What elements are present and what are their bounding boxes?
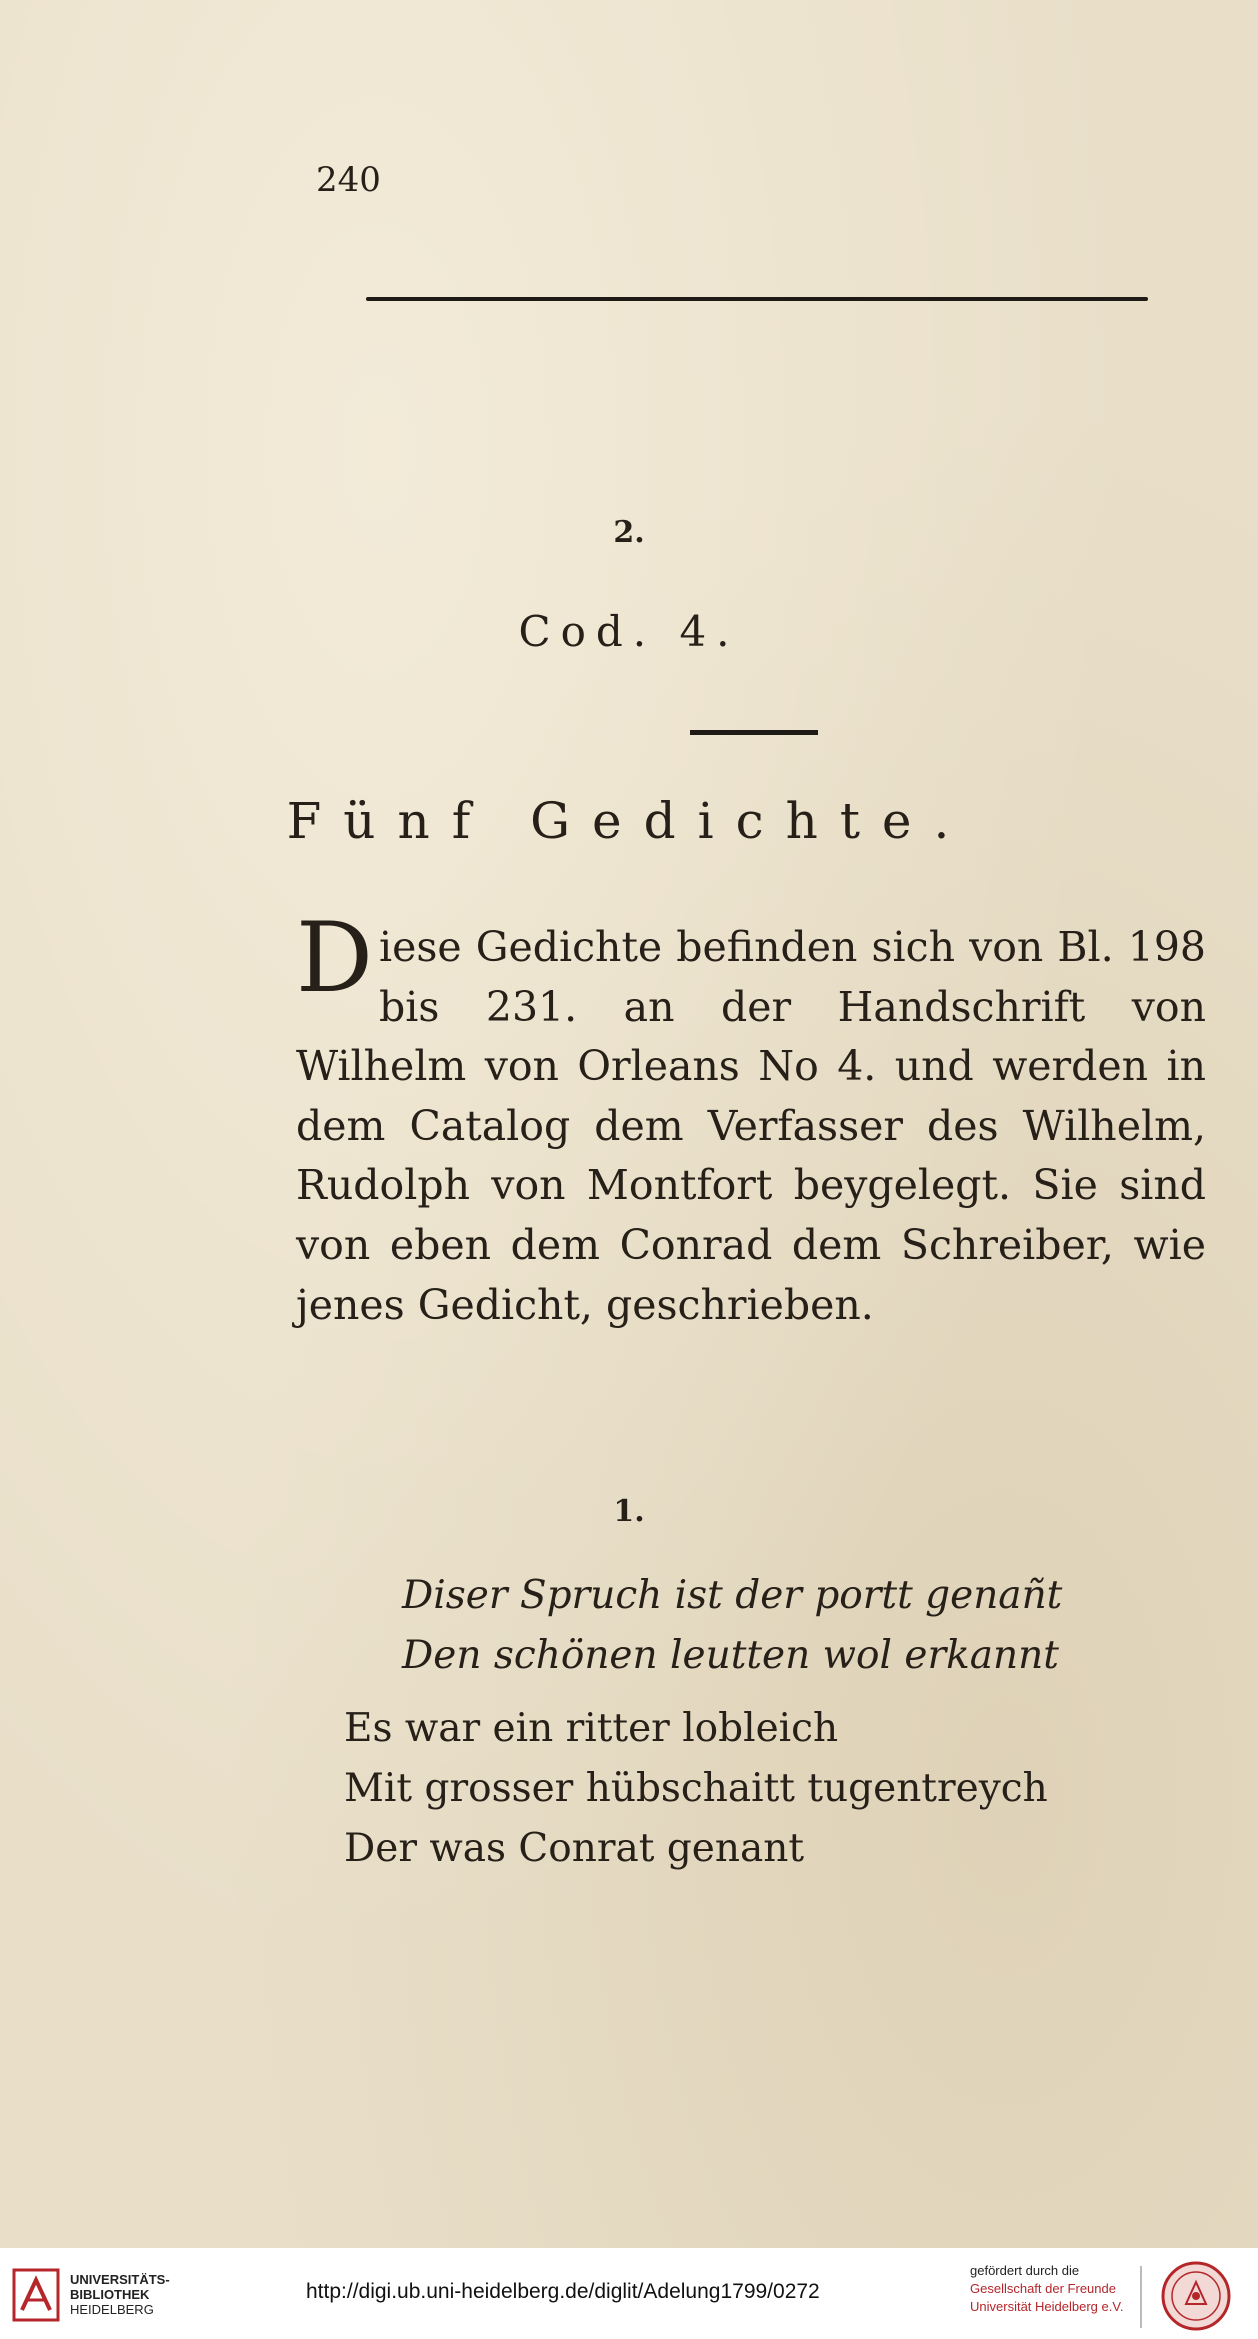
poem-number: 1. xyxy=(613,1494,645,1529)
paragraph-text: iese Gedichte befinden sich von Bl. 198 bis 231. an der Handschrift von Wilhelm von Orleans No 4. und werden in dem Catalog dem Verfasser des Wilhelm, Rudolph von Montfort beygelegt. Sie sind von eben dem Conrad dem Schreiber, wie jenes Gedicht, geschrieben. xyxy=(296,923,1206,1329)
section-number: 2. xyxy=(613,515,645,550)
page-title: Fünf Gedichte. xyxy=(286,792,972,850)
codex-heading: Cod. 4. xyxy=(518,607,740,656)
library-logo-icon xyxy=(12,2266,62,2324)
digitization-footer xyxy=(0,2248,1258,2339)
poem-heading-line-2: Den schönen leutten wol erkannt xyxy=(402,1633,1059,1678)
drop-cap: D xyxy=(296,902,373,1014)
library-name: UNIVERSITÄTS- BIBLIOTHEK HEIDELBERG xyxy=(70,2272,170,2317)
poem-heading-line-1: Diser Spruch ist der portt genañt xyxy=(402,1573,1063,1618)
poem-line-1: Es war ein ritter lobleich xyxy=(344,1706,839,1751)
university-seal-icon xyxy=(1160,2260,1232,2332)
heading-divider xyxy=(690,730,818,735)
permalink-url[interactable]: http://digi.ub.uni-heidelberg.de/diglit/Adelung1799/0272 xyxy=(306,2280,820,2303)
intro-paragraph xyxy=(296,902,1206,1335)
sponsor-text: gefördert durch die Gesellschaft der Freunde Universität Heidelberg e.V. xyxy=(970,2263,1124,2314)
page-number: 240 xyxy=(316,160,381,200)
bleed-through-text xyxy=(300,380,1200,423)
header-rule xyxy=(366,297,1148,301)
poem-line-3: Der was Conrat genant xyxy=(344,1826,805,1871)
footer-divider xyxy=(1140,2266,1142,2328)
poem-line-2: Mit grosser hübschaitt tugentreych xyxy=(344,1766,1048,1811)
